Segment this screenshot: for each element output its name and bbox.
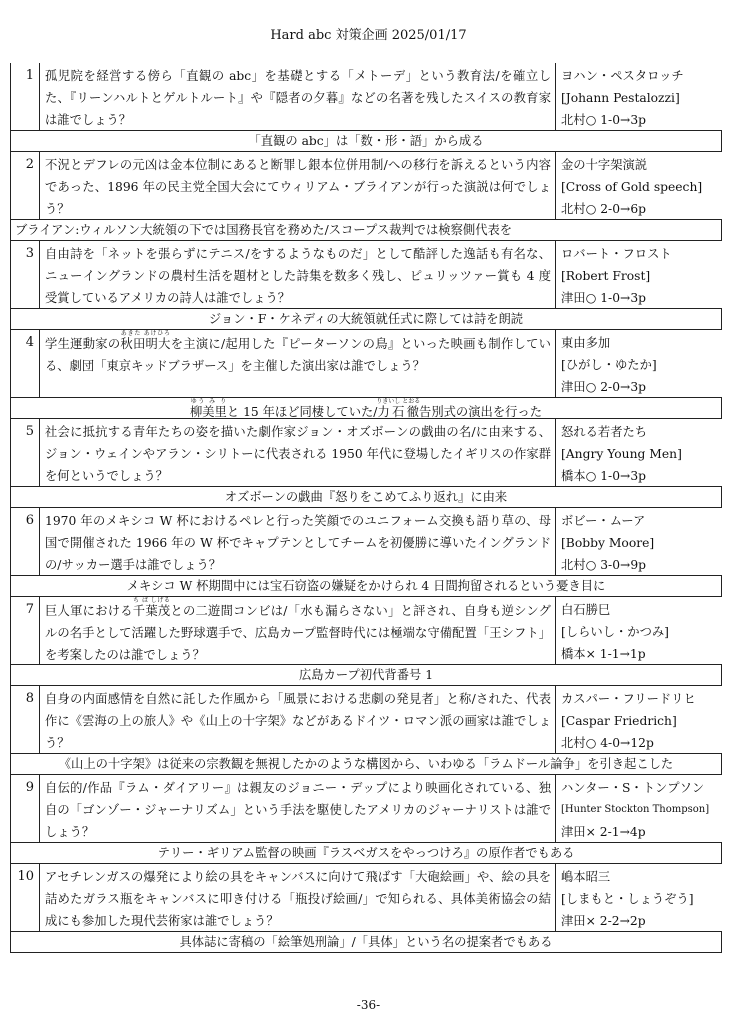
page-number: -36-: [356, 998, 381, 1012]
answer-result: 津田× 2-2→2p: [561, 914, 646, 928]
answer: 金の十字架演説: [561, 158, 648, 172]
furigana-reading: あきた あけひろ: [120, 330, 171, 337]
question-table: [10, 63, 722, 953]
answer-reading: [Angry Young Men]: [561, 447, 682, 461]
answer: カスパー・フリードリヒ: [561, 692, 696, 706]
question-text: 社会に抵抗する青年たちの姿を描いた劇作家ジョン・オズボーンの戯曲の名/に由来する、ジョン・ウェインやアラン・シリトーに代表される 1950 年代に登場したイギリスの作家群を何というでしょう？: [40, 419, 556, 486]
answer-reading: [しらいし・かつみ]: [561, 625, 669, 639]
answer: 嶋本昭三: [561, 870, 611, 884]
answer: ヨハン・ペスタロッチ: [561, 69, 684, 83]
furigana-reading: ゆう み り: [189, 398, 227, 405]
answer-reading: [Cross of Gold speech]: [561, 180, 703, 194]
question-row: [10, 508, 722, 575]
answer-result: 北村○ 2-0→6p: [561, 202, 647, 216]
question-number: 1: [11, 63, 40, 130]
question-text: アセチレンガスの爆発により絵の具をキャンバスに向けて飛ばす「大砲絵画」や、絵の具を詰めたガラス瓶をキャンバスに叩き付ける「瓶投げ絵画/」で知られる、具体美術協会の結成にも参加した現代芸術家は誰でしょう？: [40, 864, 556, 931]
question-text: 孤児院を経営する傍ら「直観の abc」を基礎とする「メトーデ」という教育法/を確立した、『リーンハルトとゲルトルート』や『隠者の夕暮』などの名著を残したスイスの教育家は誰でしょう？: [40, 63, 556, 130]
answer: 怒れる若者たち: [561, 425, 648, 439]
question-number: 6: [11, 508, 40, 575]
question-text: 自伝的/作品『ラム・ダイアリー』は親友のジョニー・デップにより映画化されている、独自の「ゴンゾー・ジャーナリズム」という手法を駆使したアメリカのジャーナリストは誰でしょう？: [40, 775, 556, 842]
answer-reading: [Robert Frost]: [561, 269, 651, 283]
answer-cell: [556, 775, 722, 842]
answer-result: 北村○ 1-0→3p: [561, 113, 647, 127]
question-number: 4: [11, 330, 40, 397]
question-note: オズボーンの戯曲『怒りをこめてふり返れ』に由来: [10, 486, 722, 508]
question-number: 9: [11, 775, 40, 842]
answer-reading: [Johann Pestalozzi]: [561, 91, 680, 105]
answer-reading: [Caspar Friedrich]: [561, 714, 677, 728]
answer-reading: [Hunter Stockton Thompson]: [561, 804, 710, 815]
question-row: [10, 597, 722, 664]
answer-result: 津田○ 1-0→3p: [561, 291, 647, 305]
answer-reading: [しまもと・しょうぞう]: [561, 892, 694, 906]
question-row: [10, 864, 722, 931]
answer-result: 橋本× 1-1→1p: [561, 647, 646, 661]
question-number: 10: [11, 864, 40, 931]
question-row: [10, 63, 722, 130]
question-text: 学生運動家の秋田明大あきた あけひろを主演に/起用した『ピーターソンの鳥』といった映画も制作している、劇団「東京キッドブラザース」を主催した演出家は誰でしょう？: [40, 330, 556, 397]
answer-result: 津田× 2-1→4p: [561, 825, 646, 839]
question-note: ブライアン:ウィルソン大統領の下では国務長官を務めた/スコープス裁判では検察側代表を: [10, 219, 722, 241]
question-note: 具体誌に寄稿の「絵筆処刑論」/「具体」という名の提案者でもある: [10, 931, 722, 953]
answer-cell: [556, 597, 722, 664]
question-row: [10, 330, 722, 397]
answer-result: 北村○ 3-0→9p: [561, 558, 647, 572]
answer-reading: [Bobby Moore]: [561, 536, 655, 550]
answer-reading: [ひがし・ゆたか]: [561, 358, 657, 372]
furigana-reading: りきいし とおる: [376, 398, 421, 405]
answer-cell: [556, 864, 722, 931]
question-number: 8: [11, 686, 40, 753]
furigana-word: 柳美里ゆう み り: [189, 398, 227, 419]
question-row: [10, 241, 722, 308]
furigana-word: 千葉茂ち ば しげる: [132, 597, 171, 618]
question-text: 自身の内面感情を自然に託した作風から「風景における悲劇の発見者」と称/された、代表作に《雲海の上の旅人》や《山上の十字架》などがあるドイツ・ロマン派の画家は誰でしょう？: [40, 686, 556, 753]
furigana-reading: ち ば しげる: [132, 597, 171, 604]
question-text: 1970 年のメキシコ W 杯におけるペレと行った笑顔でのユニフォーム交換も語り草の、母国で開催された 1966 年の W 杯でキャプテンとしてチームを初優勝に導いたイングランドの/サッカー選手は誰でしょう？: [40, 508, 556, 575]
question-row: [10, 775, 722, 842]
question-text: 不況とデフレの元凶は金本位制にあると断罪し銀本位併用制/への移行を訴えるという内容であった、1896 年の民主党全国大会にてウィリアム・ブライアンが行った演説は何でしょう？: [40, 152, 556, 219]
question-note: 柳美里ゆう み りと 15 年ほど同棲していた/力石徹りきいし とおる告別式の演出を行った: [10, 397, 722, 419]
question-number: 2: [11, 152, 40, 219]
answer-result: 橋本○ 1-0→3p: [561, 469, 647, 483]
furigana-word: 力石徹りきいし とおる: [376, 398, 421, 419]
question-note: メキシコ W 杯期間中には宝石窃盗の嫌疑をかけられ 4 日間拘留されるという憂き目に: [10, 575, 722, 597]
answer-result: 津田○ 2-0→3p: [561, 380, 647, 394]
question-row: [10, 419, 722, 486]
answer-cell: [556, 152, 722, 219]
question-note: テリー・ギリアム監督の映画『ラスベガスをやっつけろ』の原作者でもある: [10, 842, 722, 864]
question-row: [10, 686, 722, 753]
answer: ロバート・フロスト: [561, 247, 672, 261]
question-text: 自由詩を「ネットを張らずにテニス/をするようなものだ」として酷評した逸話も有名な、ニューイングランドの農村生活を題材とした詩集を数多く残し、ピュリッツァー賞も 4 度受賞しているアメリカの詩人は誰でしょう？: [40, 241, 556, 308]
question-number: 3: [11, 241, 40, 308]
answer-cell: [556, 419, 722, 486]
answer-cell: [556, 686, 722, 753]
furigana-word: 秋田明大あきた あけひろ: [120, 330, 171, 351]
question-note: 広島カープ初代背番号 1: [10, 664, 722, 686]
answer-cell: [556, 63, 722, 130]
question-note: 「直観の abc」は「数・形・語」から成る: [10, 130, 722, 152]
answer-cell: [556, 241, 722, 308]
question-row: [10, 152, 722, 219]
answer: 白石勝巳: [561, 603, 611, 617]
page-title: Hard abc 対策企画 2025/01/17: [270, 28, 467, 43]
answer: ボビー・ムーア: [561, 514, 646, 528]
question-text: 巨人軍における千葉茂ち ば しげるとの二遊間コンビは/「水も漏らさない」と評され、自身も逆シングルの名手として活躍した野球選手で、広島カープ監督時代には極端な守備配置「王シフト」を考案したのは誰でしょう？: [40, 597, 556, 664]
question-note: ジョン・F・ケネディの大統領就任式に際しては詩を朗読: [10, 308, 722, 330]
answer: ハンター・S・トンプソン: [561, 781, 705, 795]
question-note: 《山上の十字架》は従来の宗教観を無視したかのような構図から、いわゆる「ラムドール論争」を引き起こした: [10, 753, 722, 775]
answer-cell: [556, 330, 722, 397]
answer: 東由多加: [561, 336, 611, 350]
question-number: 5: [11, 419, 40, 486]
answer-result: 北村○ 4-0→12p: [561, 736, 654, 750]
question-number: 7: [11, 597, 40, 664]
answer-cell: [556, 508, 722, 575]
